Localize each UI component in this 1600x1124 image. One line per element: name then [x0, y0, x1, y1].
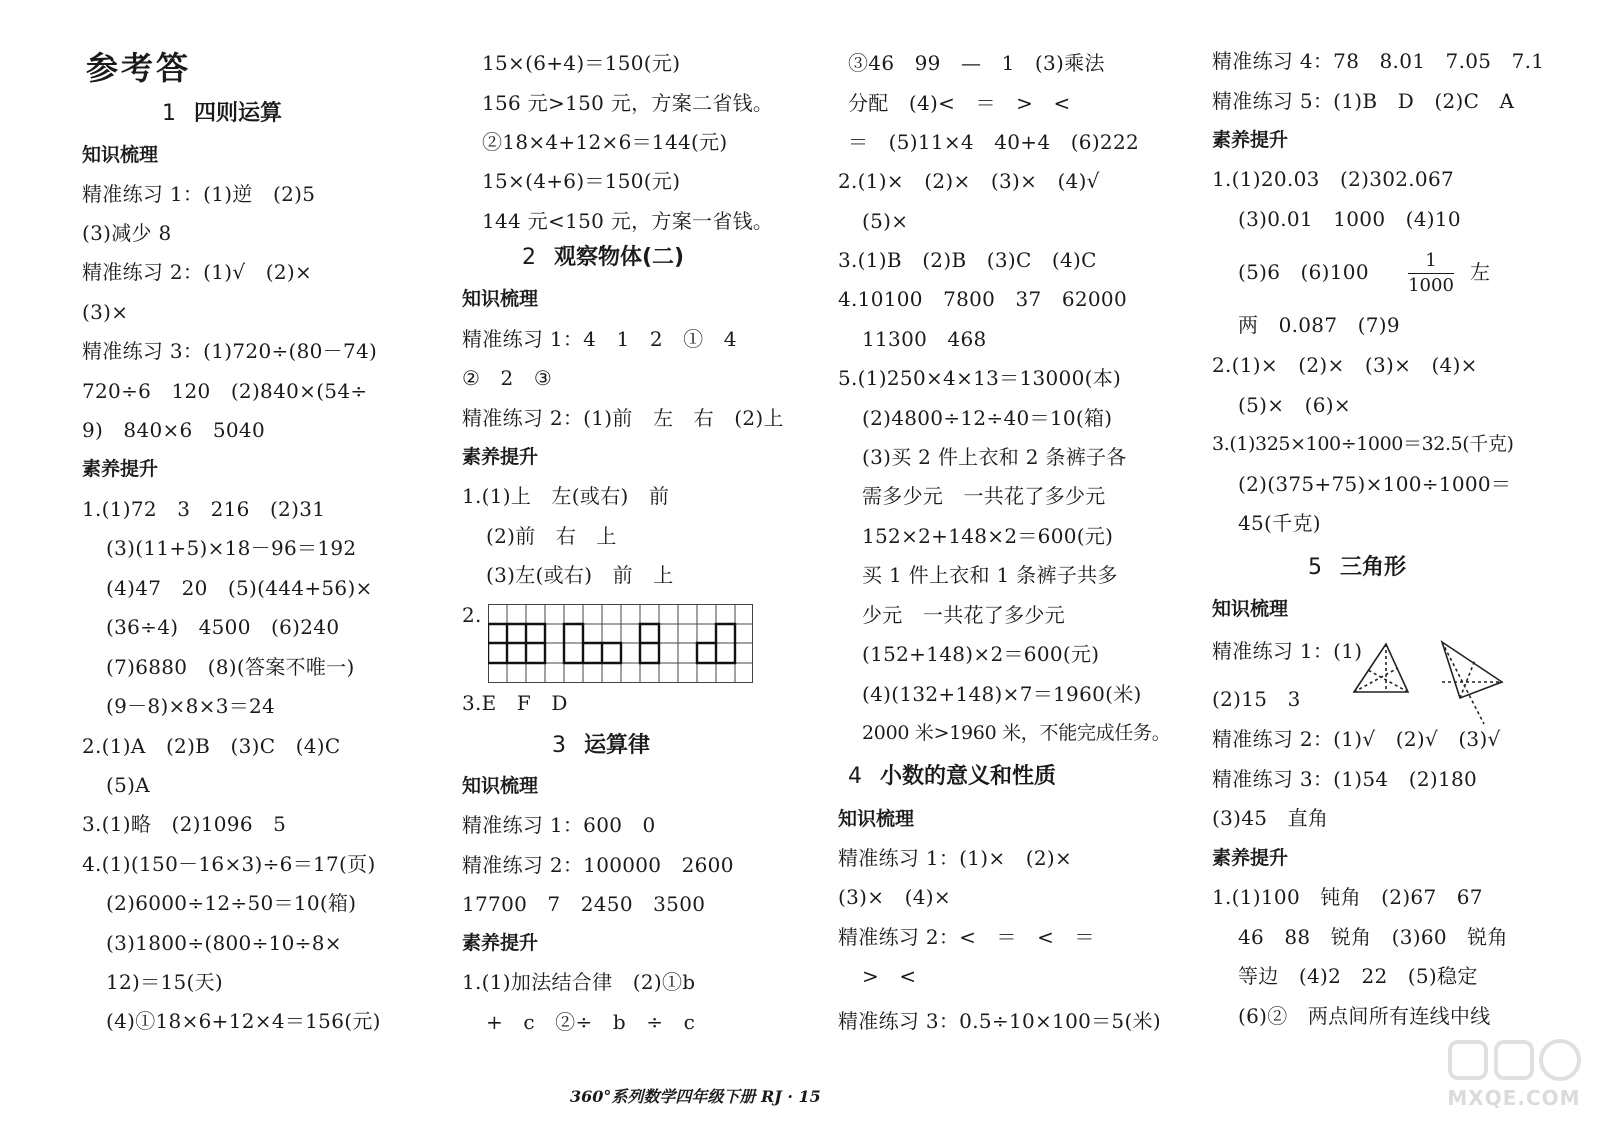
- answer-line: 精准练习 5：(1)B D (2)C A: [1212, 89, 1515, 113]
- chapter-1-heading: [162, 100, 282, 128]
- answer-line: 左: [1470, 260, 1491, 284]
- answer-line: (3)减少 8: [82, 221, 172, 245]
- answer-line: 精准练习 1：600 0: [462, 813, 656, 837]
- answer-line: (152+148)×2＝600(元): [862, 642, 1100, 666]
- chapter-title: 四则运算: [194, 101, 283, 126]
- fraction-bar: [1408, 273, 1454, 274]
- chapter-2-heading: [522, 244, 684, 272]
- answer-line: 精准练习 4：78 8.01 7.05 7.1: [1212, 49, 1545, 73]
- answer-line: 精准练习 2：< ＝ < ＝: [838, 925, 1095, 949]
- answer-line: (9－8)×8×3＝24: [106, 694, 276, 718]
- fraction-numerator: 1: [1425, 250, 1437, 271]
- answer-line: (3)买 2 件上衣和 2 条裤子各: [862, 445, 1127, 469]
- answer-line: 9) 840×6 5040: [82, 418, 265, 442]
- fraction-denominator: 1000: [1408, 275, 1454, 296]
- answer-line: 精准练习 1：4 1 2 ① 4: [462, 327, 737, 351]
- answer-line: 精准练习 1：(1): [1212, 639, 1363, 663]
- answer-line: (5)6 (6)100: [1238, 260, 1369, 284]
- answer-line: 2.: [462, 603, 482, 627]
- triangle-obtuse: [1442, 642, 1502, 724]
- answer-line: (2)15 3: [1212, 687, 1301, 711]
- answer-line: 1.(1)20.03 (2)302.067: [1212, 167, 1455, 191]
- answer-line: (4)①18×6+12×4＝156(元): [106, 1009, 381, 1033]
- answer-line: 2000 米>1960 米，不能完成任务。: [862, 722, 1171, 744]
- answer-line: 两 0.087 (7)9: [1238, 313, 1400, 337]
- answer-line: 精准练习 1：(1)逆 (2)5: [82, 182, 316, 206]
- answer-line: (2)6000÷12÷50＝10(箱): [106, 891, 357, 915]
- answer-line: 2.(1)× (2)× (3)× (4)×: [1212, 353, 1478, 377]
- answer-line: 少元 一共花了多少元: [862, 603, 1065, 627]
- answer-line: (5)×: [862, 209, 909, 233]
- answer-line: (5)× (6)×: [1238, 393, 1351, 417]
- answer-line: 精准练习 2：(1)√ (2)×: [82, 260, 313, 284]
- view-shapes: [488, 624, 735, 663]
- answer-line: 12)＝15(天): [106, 970, 224, 994]
- chapter-title: 运算律: [584, 733, 651, 758]
- answer-line: 15×(4+6)＝150(元): [482, 169, 681, 193]
- chapter-title: 小数的意义和性质: [880, 764, 1057, 789]
- answer-line: (3)× (4)×: [838, 885, 951, 909]
- answer-line: ②18×4+12×6＝144(元): [482, 130, 728, 154]
- answer-line: 152×2+148×2＝600(元): [862, 524, 1114, 548]
- chapter-title: 观察物体(二): [554, 245, 685, 270]
- answer-line: (3)左(或右) 前 上: [486, 563, 674, 587]
- chapter-number: 1: [162, 101, 176, 126]
- answer-line: 5.(1)250×4×13＝13000(本): [838, 366, 1122, 390]
- answer-line: 分配 (4)< ＝ > <: [848, 91, 1071, 115]
- answer-line: 1.(1)72 3 216 (2)31: [82, 497, 326, 521]
- chapter-number: 4: [848, 764, 862, 789]
- section-heading: 知识梳理: [838, 808, 915, 830]
- triangle-heights-figure: [1350, 640, 1528, 726]
- watermark-logo-icon: [1444, 1036, 1584, 1086]
- answer-line: (36÷4) 4500 (6)240: [106, 615, 340, 639]
- answer-line: 144 元<150 元，方案一省钱。: [482, 209, 774, 233]
- answer-line: 3.(1)325×100÷1000＝32.5(千克): [1212, 433, 1514, 455]
- watermark: [1444, 1036, 1584, 1116]
- answer-line: 精准练习 2：100000 2600: [462, 853, 734, 877]
- answer-line: (5)A: [106, 773, 150, 797]
- answer-line: 买 1 件上衣和 1 条裤子共多: [862, 563, 1118, 587]
- answer-line: 720÷6 120 (2)840×(54÷: [82, 379, 368, 403]
- chapter-number: 5: [1308, 555, 1322, 580]
- answer-line: 4.10100 7800 37 62000: [838, 287, 1127, 311]
- answer-line: (4)47 20 (5)(444+56)×: [106, 576, 373, 600]
- answer-line: 3.E F D: [462, 691, 568, 715]
- answer-line: 精准练习 3：(1)54 (2)180: [1212, 767, 1478, 791]
- answer-line: (2)4800÷12÷40＝10(箱): [862, 406, 1113, 430]
- fraction: [1408, 250, 1454, 297]
- page-title: 参考答: [86, 49, 192, 87]
- answer-line: 15×(6+4)＝150(元): [482, 51, 681, 75]
- answer-line: 2.(1)A (2)B (3)C (4)C: [82, 734, 341, 758]
- view-grid-figure: [488, 604, 754, 684]
- answer-line: 1.(1)上 左(或右) 前: [462, 484, 670, 508]
- answer-line: 精准练习 3：(1)720÷(80－74): [82, 339, 378, 363]
- answer-line: 2.(1)× (2)× (3)× (4)√: [838, 169, 1100, 193]
- answer-line: > <: [862, 964, 917, 988]
- watermark-text: MXQE.COM: [1447, 1086, 1581, 1110]
- answer-line: (4)(132+148)×7＝1960(米): [862, 682, 1142, 706]
- answer-line: 精准练习 3：0.5÷10×100＝5(米): [838, 1009, 1161, 1033]
- chapter-3-heading: [552, 732, 650, 760]
- section-heading: 素养提升: [82, 458, 159, 480]
- chapter-number: 3: [552, 733, 566, 758]
- answer-line: 3.(1)B (2)B (3)C (4)C: [838, 248, 1097, 272]
- chapter-number: 2: [522, 245, 536, 270]
- answer-line: 45(千克): [1238, 511, 1321, 535]
- answer-line: 11300 468: [862, 327, 987, 351]
- answer-line: ＝ (5)11×4 40+4 (6)222: [848, 130, 1139, 154]
- chapter-4-heading: [848, 763, 1056, 791]
- answer-line: 需多少元 一共花了多少元: [862, 484, 1106, 508]
- answer-line: 17700 7 2450 3500: [462, 892, 706, 916]
- answer-line: (7)6880 (8)(答案不唯一): [106, 655, 355, 679]
- answer-line: 精准练习 2：(1)√ (2)√ (3)√: [1212, 727, 1501, 751]
- answer-line: 精准练习 2：(1)前 左 右 (2)上: [462, 406, 784, 430]
- answer-line: 等边 (4)2 22 (5)稳定: [1238, 964, 1478, 988]
- answer-line: (6)② 两点间所有连线中线: [1238, 1004, 1491, 1028]
- answer-line: (2)前 右 上: [486, 524, 617, 548]
- section-heading: 素养提升: [462, 932, 539, 954]
- chapter-5-heading: [1308, 554, 1406, 582]
- answer-line: (3)0.01 1000 (4)10: [1238, 207, 1461, 231]
- answer-line: (3)45 直角: [1212, 806, 1329, 830]
- section-heading: 知识梳理: [462, 775, 539, 797]
- section-heading: 素养提升: [1212, 129, 1289, 151]
- answer-line: 1.(1)加法结合律 (2)①b: [462, 970, 696, 994]
- answer-line: 3.(1)略 (2)1096 5: [82, 812, 287, 836]
- answer-line: 156 元>150 元，方案二省钱。: [482, 91, 774, 115]
- answer-line: (3)(11+5)×18－96＝192: [106, 536, 357, 560]
- answer-line: 4.(1)(150－16×3)÷6＝17(页): [82, 852, 376, 876]
- page-footer: 360°系列数学四年级下册 RJ · 15: [570, 1087, 821, 1106]
- section-heading: 素养提升: [462, 446, 539, 468]
- answer-line: 1.(1)100 钝角 (2)67 67: [1212, 885, 1483, 909]
- answer-line: (3)×: [82, 300, 129, 324]
- answer-line: 精准练习 1：(1)× (2)×: [838, 846, 1073, 870]
- section-heading: 知识梳理: [462, 288, 539, 310]
- answer-line: ② 2 ③: [462, 366, 553, 390]
- chapter-title: 三角形: [1340, 555, 1407, 580]
- answer-line: (2)(375+75)×100÷1000＝: [1238, 472, 1512, 496]
- section-heading: 知识梳理: [82, 144, 159, 166]
- answer-line: (3)1800÷(800÷10÷8×: [106, 931, 342, 955]
- answer-line: ③46 99 — 1 (3)乘法: [848, 51, 1105, 75]
- section-heading: 知识梳理: [1212, 598, 1289, 620]
- section-heading: 素养提升: [1212, 847, 1289, 869]
- triangle-acute: [1354, 644, 1408, 692]
- answer-line: 46 88 锐角 (3)60 锐角: [1238, 925, 1508, 949]
- answer-line: + c ②÷ b ÷ c: [486, 1010, 696, 1034]
